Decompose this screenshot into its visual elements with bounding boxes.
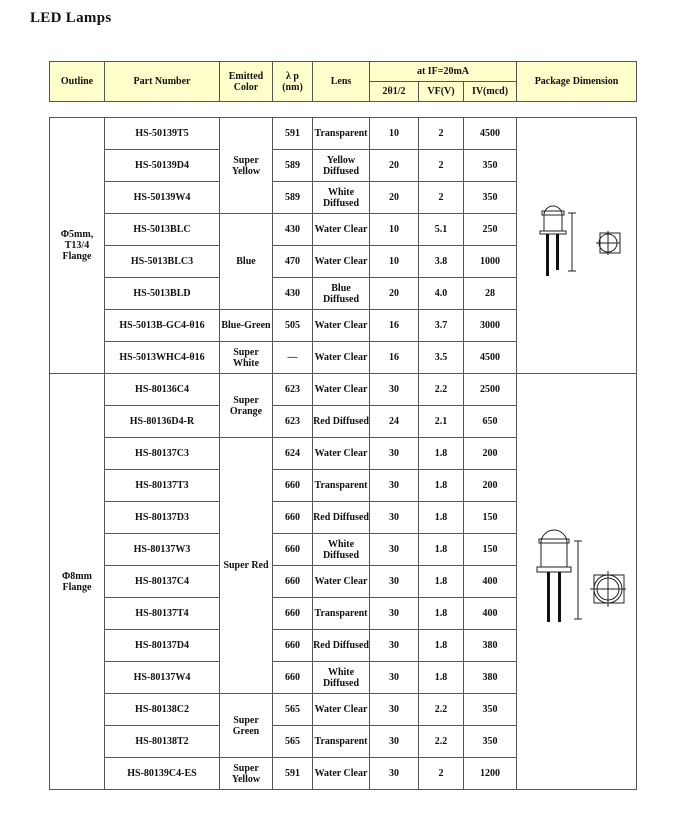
luminous-intensity-cell: 650 (464, 406, 517, 438)
part-number-cell: HS-80137W3 (105, 534, 220, 566)
viewing-angle-cell: 30 (370, 438, 419, 470)
part-number-cell: HS-80138T2 (105, 726, 220, 758)
luminous-intensity-cell: 2500 (464, 374, 517, 406)
part-number-cell: HS-50139W4 (105, 182, 220, 214)
luminous-intensity-cell: 200 (464, 438, 517, 470)
luminous-intensity-cell: 1200 (464, 758, 517, 790)
lens-cell: Water Clear (313, 758, 370, 790)
part-number-cell: HS-80137W4 (105, 662, 220, 694)
led-8mm-package-drawing-icon (522, 527, 632, 637)
viewing-angle-cell: 30 (370, 470, 419, 502)
forward-voltage-cell: 1.8 (419, 662, 464, 694)
lens-cell: Transparent (313, 470, 370, 502)
forward-voltage-cell: 2.2 (419, 694, 464, 726)
viewing-angle-cell: 20 (370, 278, 419, 310)
part-number-cell: HS-5013BLC (105, 214, 220, 246)
lens-cell: Red Diffused (313, 502, 370, 534)
forward-voltage-cell: 1.8 (419, 534, 464, 566)
wavelength-cell: 623 (273, 374, 313, 406)
forward-voltage-cell: 1.8 (419, 598, 464, 630)
luminous-intensity-cell: 4500 (464, 118, 517, 150)
viewing-angle-cell: 30 (370, 534, 419, 566)
viewing-angle-cell: 30 (370, 726, 419, 758)
lens-cell: White Diffused (313, 182, 370, 214)
luminous-intensity-cell: 3000 (464, 310, 517, 342)
lens-cell: Water Clear (313, 246, 370, 278)
wavelength-cell: 565 (273, 694, 313, 726)
luminous-intensity-cell: 350 (464, 726, 517, 758)
lens-cell: White Diffused (313, 534, 370, 566)
part-number-cell: HS-80137D3 (105, 502, 220, 534)
forward-voltage-cell: 3.7 (419, 310, 464, 342)
part-number-cell: HS-80136C4 (105, 374, 220, 406)
viewing-angle-cell: 30 (370, 374, 419, 406)
wavelength-cell: 660 (273, 630, 313, 662)
luminous-intensity-cell: 250 (464, 214, 517, 246)
forward-voltage-cell: 1.8 (419, 470, 464, 502)
viewing-angle-cell: 20 (370, 182, 419, 214)
wavelength-cell: 660 (273, 502, 313, 534)
luminous-intensity-cell: 4500 (464, 342, 517, 374)
viewing-angle-cell: 30 (370, 598, 419, 630)
forward-voltage-cell: 1.8 (419, 502, 464, 534)
viewing-angle-cell: 30 (370, 502, 419, 534)
table-row (50, 374, 637, 406)
lens-cell: Red Diffused (313, 630, 370, 662)
part-number-cell: HS-80139C4-ES (105, 758, 220, 790)
emitted-color-cell: Super Orange (220, 374, 273, 438)
wavelength-cell: 505 (273, 310, 313, 342)
header-luminous-intensity: IV(mcd) (464, 82, 517, 102)
part-number-cell: HS-5013WHC4-θ16 (105, 342, 220, 374)
part-number-cell: HS-5013BLD (105, 278, 220, 310)
emitted-color-cell: Super Green (220, 694, 273, 758)
forward-voltage-cell: 1.8 (419, 566, 464, 598)
part-number-cell: HS-5013B-GC4-θ16 (105, 310, 220, 342)
page-title: LED Lamps (30, 10, 112, 26)
viewing-angle-cell: 24 (370, 406, 419, 438)
lens-cell: Transparent (313, 726, 370, 758)
viewing-angle-cell: 30 (370, 630, 419, 662)
lens-cell: Water Clear (313, 566, 370, 598)
forward-voltage-cell: 5.1 (419, 214, 464, 246)
wavelength-cell: 589 (273, 150, 313, 182)
wavelength-cell: 624 (273, 438, 313, 470)
wavelength-cell: 660 (273, 470, 313, 502)
part-number-cell: HS-80136D4-R (105, 406, 220, 438)
emitted-color-cell: Blue-Green (220, 310, 273, 342)
table-row (50, 118, 637, 150)
forward-voltage-cell: 2 (419, 758, 464, 790)
wavelength-cell: 660 (273, 566, 313, 598)
package-dimension-cell (517, 118, 637, 374)
luminous-intensity-cell: 28 (464, 278, 517, 310)
forward-voltage-cell: 2.2 (419, 374, 464, 406)
lens-cell: Transparent (313, 118, 370, 150)
emitted-color-cell: Blue (220, 214, 273, 310)
part-number-cell: HS-50139T5 (105, 118, 220, 150)
header-lens: Lens (313, 62, 370, 102)
forward-voltage-cell: 1.8 (419, 438, 464, 470)
viewing-angle-cell: 30 (370, 662, 419, 694)
luminous-intensity-cell: 350 (464, 694, 517, 726)
wavelength-cell: — (273, 342, 313, 374)
wavelength-cell: 623 (273, 406, 313, 438)
luminous-intensity-cell: 400 (464, 566, 517, 598)
wavelength-cell: 591 (273, 118, 313, 150)
spec-table-body (49, 117, 637, 790)
luminous-intensity-cell: 200 (464, 470, 517, 502)
part-number-cell: HS-80137T3 (105, 470, 220, 502)
forward-voltage-cell: 2 (419, 150, 464, 182)
viewing-angle-cell: 16 (370, 342, 419, 374)
viewing-angle-cell: 10 (370, 246, 419, 278)
emitted-color-cell: Super Red (220, 438, 273, 694)
part-number-cell: HS-80138C2 (105, 694, 220, 726)
lens-cell: Water Clear (313, 438, 370, 470)
lens-cell: Blue Diffused (313, 278, 370, 310)
lens-cell: Water Clear (313, 694, 370, 726)
wavelength-cell: 591 (273, 758, 313, 790)
lens-cell: Water Clear (313, 374, 370, 406)
wavelength-cell: 660 (273, 598, 313, 630)
luminous-intensity-cell: 400 (464, 598, 517, 630)
led-5mm-package-drawing-icon (522, 201, 632, 291)
viewing-angle-cell: 20 (370, 150, 419, 182)
wavelength-cell: 660 (273, 534, 313, 566)
viewing-angle-cell: 10 (370, 118, 419, 150)
viewing-angle-cell: 10 (370, 214, 419, 246)
header-forward-voltage: VF(V) (419, 82, 464, 102)
viewing-angle-cell: 16 (370, 310, 419, 342)
header-outline: Outline (50, 62, 105, 102)
forward-voltage-cell: 2.2 (419, 726, 464, 758)
wavelength-cell: 660 (273, 662, 313, 694)
part-number-cell: HS-50139D4 (105, 150, 220, 182)
outline-cell: Φ8mm Flange (50, 374, 105, 790)
emitted-color-cell: Super Yellow (220, 118, 273, 214)
forward-voltage-cell: 4.0 (419, 278, 464, 310)
forward-voltage-cell: 1.8 (419, 630, 464, 662)
forward-voltage-cell: 2 (419, 182, 464, 214)
luminous-intensity-cell: 350 (464, 182, 517, 214)
forward-voltage-cell: 3.8 (419, 246, 464, 278)
lens-cell: Water Clear (313, 342, 370, 374)
header-package-dimension: Package Dimension (517, 62, 637, 102)
lens-cell: Water Clear (313, 310, 370, 342)
lens-cell: Water Clear (313, 214, 370, 246)
spec-table-header (49, 61, 637, 102)
luminous-intensity-cell: 1000 (464, 246, 517, 278)
forward-voltage-cell: 2.1 (419, 406, 464, 438)
part-number-cell: HS-80137T4 (105, 598, 220, 630)
package-dimension-cell (517, 374, 637, 790)
part-number-cell: HS-5013BLC3 (105, 246, 220, 278)
forward-voltage-cell: 2 (419, 118, 464, 150)
luminous-intensity-cell: 380 (464, 630, 517, 662)
part-number-cell: HS-80137C4 (105, 566, 220, 598)
wavelength-cell: 565 (273, 726, 313, 758)
header-condition: at IF=20mA (370, 62, 517, 82)
wavelength-cell: 430 (273, 278, 313, 310)
lens-cell: Red Diffused (313, 406, 370, 438)
viewing-angle-cell: 30 (370, 694, 419, 726)
wavelength-cell: 589 (273, 182, 313, 214)
lens-cell: Yellow Diffused (313, 150, 370, 182)
forward-voltage-cell: 3.5 (419, 342, 464, 374)
lens-cell: Transparent (313, 598, 370, 630)
viewing-angle-cell: 30 (370, 566, 419, 598)
lens-cell: White Diffused (313, 662, 370, 694)
wavelength-cell: 470 (273, 246, 313, 278)
header-wavelength: λ p (nm) (273, 62, 313, 102)
emitted-color-cell: Super White (220, 342, 273, 374)
outline-cell: Φ5mm, T13/4 Flange (50, 118, 105, 374)
header-viewing-angle: 2θ1/2 (370, 82, 419, 102)
luminous-intensity-cell: 150 (464, 502, 517, 534)
viewing-angle-cell: 30 (370, 758, 419, 790)
header-emitted-color: Emitted Color (220, 62, 273, 102)
part-number-cell: HS-80137D4 (105, 630, 220, 662)
luminous-intensity-cell: 150 (464, 534, 517, 566)
luminous-intensity-cell: 380 (464, 662, 517, 694)
wavelength-cell: 430 (273, 214, 313, 246)
part-number-cell: HS-80137C3 (105, 438, 220, 470)
emitted-color-cell: Super Yellow (220, 758, 273, 790)
luminous-intensity-cell: 350 (464, 150, 517, 182)
header-part-number: Part Number (105, 62, 220, 102)
